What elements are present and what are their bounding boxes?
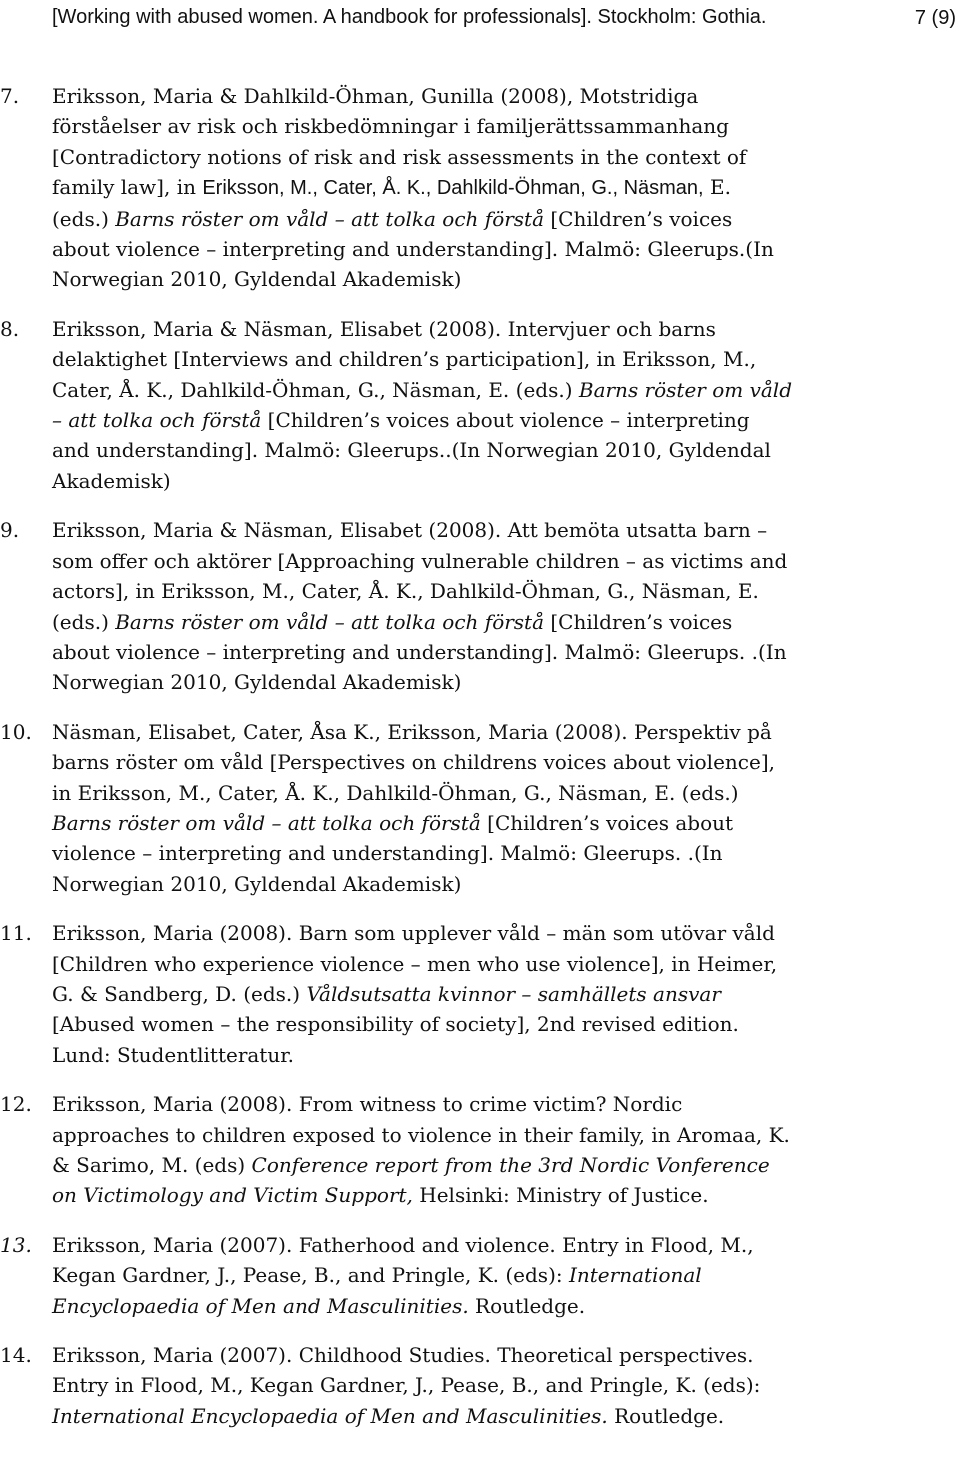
reference-text: Eriksson, M., Cater, Å. K., Dahlkild-Öhman, G., Näsman,	[202, 177, 704, 200]
reference-text: [Children’s voices about violence – interpreting and understanding]. Malmö: Gleerups.(In Norwegian 2010, Gyldendal Akademisk)	[52, 206, 774, 292]
reference-item	[0, 1230, 792, 1321]
reference-item	[0, 1340, 792, 1431]
reference-number: 9.	[0, 518, 20, 543]
reference-number: 11.	[0, 921, 32, 946]
reference-text: Eriksson, Maria & Dahlkild-Öhman, Gunilla (2008), Motstridiga förståelser av risk och riskbedömningar i familjerättssammanhang [Contradictory notions of risk and risk assessments in the context of family law], in	[52, 84, 747, 200]
reference-text: [Abused women – the responsibility of society], 2nd revised edition. Lund: Studentlitteratur.	[52, 1012, 739, 1067]
reference-text: E. (eds.)	[52, 175, 731, 231]
page-number: 7 (9)	[914, 7, 956, 29]
reference-number: 12.	[0, 1092, 32, 1117]
reference-title-italic: Barns röster om våld – att tolka och förstå	[52, 810, 481, 835]
reference-title-italic: Barns röster om våld – att tolka och förstå	[52, 377, 792, 433]
reference-text: Eriksson, Maria (2007). Fatherhood and violence. Entry in Flood, M., Kegan Gardner, J., Pease, B., and Pringle, K. (eds):	[52, 1232, 754, 1288]
reference-text: Eriksson, Maria & Näsman, Elisabet (2008). Att bemöta utsatta barn – som offer och aktörer [Approaching vulnerable children – as victims and actors], in Eriksson, M., Cater, Å. K., Dahlkild-Öhman, G., Näsman, E. (eds.)	[52, 518, 788, 634]
reference-text: Eriksson, Maria (2007). Childhood Studies. Theoretical perspectives. Entry in Flood, M., Kegan Gardner, J., Pease, B., and Pringle, K. (eds):	[52, 1343, 761, 1398]
reference-number: 10.	[0, 719, 32, 744]
reference-text: Eriksson, Maria & Näsman, Elisabet (2008). Intervjuer och barns delaktighet [Interviews and children’s participation], in Eriksson, M., Cater, Å. K., Dahlkild-Öhman, G., Näsman, E. (eds.)	[52, 316, 757, 402]
reference-number: 7.	[0, 84, 20, 108]
reference-number: 13.	[0, 1232, 32, 1257]
reference-text: [Children’s voices about violence – interpreting and understanding]. Malmö: Gleerups..(In Norwegian 2010, Gyldendal Akademisk)	[52, 408, 771, 493]
reference-title-italic: International Encyclopaedia of Men and Masculinities.	[52, 1263, 702, 1318]
reference-continuation: [Working with abused women. A handbook for professionals]. Stockholm: Gothia.	[52, 6, 767, 28]
reference-text: Routledge.	[468, 1293, 586, 1318]
reference-text: Helsinki: Ministry of Justice.	[412, 1183, 709, 1208]
reference-title-italic: Conference report from the 3rd Nordic Vonference on Victimology and Victim Support,	[52, 1153, 770, 1208]
reference-item	[0, 81, 792, 295]
reference-item	[0, 314, 792, 496]
reference-item	[0, 918, 792, 1070]
reference-title-italic: International Encyclopaedia of Men and Masculinities.	[52, 1403, 608, 1428]
reference-text: [Children’s voices about violence – interpreting and understanding]. Malmö: Gleerups. .(In Norwegian 2010, Gyldendal Akademisk)	[52, 609, 787, 695]
reference-text: Eriksson, Maria (2008). From witness to crime victim? Nordic approaches to children exposed to violence in their family, in Aromaa, K. & Sarimo, M. (eds)	[52, 1092, 790, 1177]
reference-title-italic: Våldsutsatta kvinnor – samhällets ansvar	[306, 981, 721, 1006]
reference-text: Näsman, Elisabet, Cater, Åsa K., Eriksson, Maria (2008). Perspektiv på barns röster om våld [Perspectives on childrens voices about violence], in Eriksson, M., Cater, Å. K., Dahlkild-Öhman, G., Näsman, E. (eds.)	[52, 719, 775, 805]
reference-text: Eriksson, Maria (2008). Barn som upplever våld – män som utövar våld [Children who experience violence – men who use violence], in Heimer, G. & Sandberg, D. (eds.)	[52, 921, 778, 1006]
reference-title-italic: Barns röster om våld – att tolka och förstå	[115, 609, 545, 634]
reference-item	[0, 717, 792, 899]
reference-number: 8.	[0, 316, 20, 341]
reference-text: [Children’s voices about violence – interpreting and understanding]. Malmö: Gleerups. .(In Norwegian 2010, Gyldendal Akademisk)	[52, 810, 734, 896]
reference-item	[0, 1089, 792, 1211]
reference-text: Routledge.	[607, 1403, 725, 1428]
reference-number: 14.	[0, 1343, 32, 1368]
reference-title-italic: Barns röster om våld – att tolka och förstå	[115, 206, 545, 231]
reference-item	[0, 515, 792, 697]
reference-list	[0, 81, 960, 1450]
